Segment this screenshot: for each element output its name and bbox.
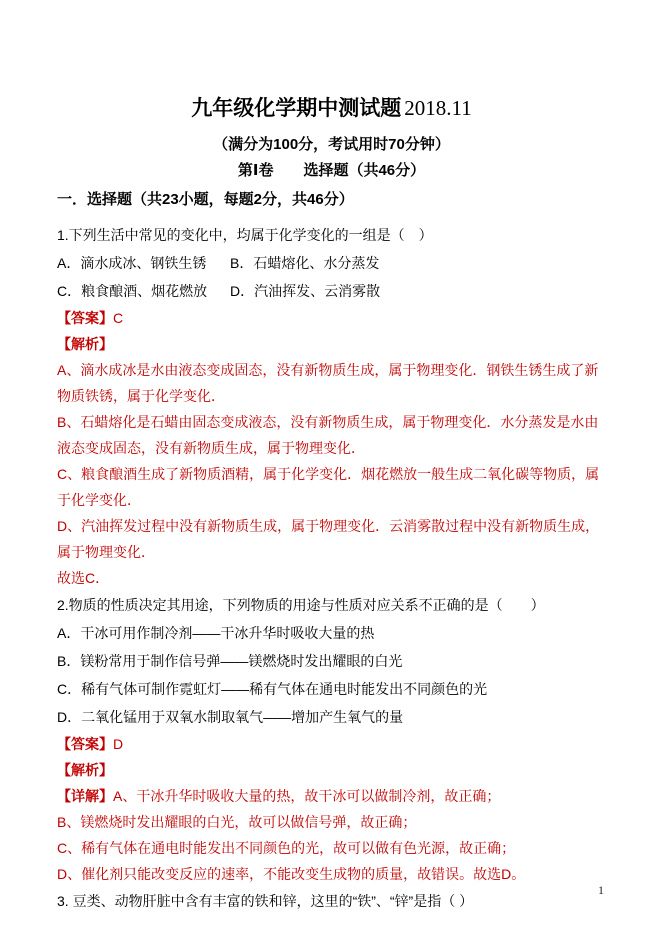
q2-detail-b: B、镁燃烧时发出耀眼的白光，故可以做信号弹，故正确； — [57, 814, 417, 830]
exam-title-text: 九年级化学期中测试题 — [191, 97, 402, 120]
exam-title-date: 2018.11 — [404, 96, 472, 120]
question-1 — [57, 221, 606, 591]
q2-stem: 2.物质的性质决定其用途，下列物质的用途与性质对应关系不正确的是（ ） — [57, 597, 545, 613]
page-number: 1 — [598, 883, 604, 897]
q1-option-b: B．石蜡熔化、水分蒸发 — [230, 255, 380, 271]
q1-answer-value: C — [113, 310, 124, 326]
q2-option-c: C．稀有气体可制作霓虹灯——稀有气体在通电时能发出不同颜色的光 — [57, 681, 488, 697]
exam-subtitle: （满分为100分，考试用时70分钟） — [213, 136, 450, 153]
q2-analysis-label: 【解析】 — [57, 762, 113, 778]
q1-analysis-d: D、汽油挥发过程中没有新物质生成，属于物理变化．云消雾散过程中没有新物质生成，属于物理变化． — [57, 518, 600, 560]
q2-detail-label: 【详解】 — [57, 788, 113, 804]
q2-answer-line — [57, 731, 606, 757]
q1-answer-line — [57, 305, 606, 331]
q2-option-b: B．镁粉常用于制作信号弹——镁燃烧时发出耀眼的白光 — [57, 653, 403, 669]
document-content — [57, 96, 606, 915]
q1-options-row-2 — [57, 277, 606, 305]
q2-detail-a: A、干冰升华时吸收大量的热，故干冰可以做制冷剂，故正确； — [113, 788, 501, 804]
q3-stem: 3. 豆类、动物肝脏中含有丰富的铁和锌，这里的“铁”、“锌”是指（ ） — [57, 893, 474, 909]
q2-option-a: A．干冰可用作制冷剂——干冰升华时吸收大量的热 — [57, 625, 375, 641]
q1-analysis-a: A、滴水成冰是水由液态变成固态，没有新物质生成，属于物理变化．钢铁生锈生成了新物质铁锈，属于化学变化． — [57, 362, 599, 404]
question-2 — [57, 591, 606, 887]
q1-analysis-label: 【解析】 — [57, 336, 113, 352]
q2-detail-d: D、催化剂只能改变反应的速率，不能改变生成物的质量，故错误。故选D。 — [57, 866, 526, 882]
q1-analysis-c: C、粮食酿酒生成了新物质酒精，属于化学变化．烟花燃放一般生成二氧化碳等物质，属于化学变化． — [57, 466, 600, 508]
q1-analysis-b: B、石蜡熔化是石蜡由固态变成液态，没有新物质生成，属于物理变化．水分蒸发是水由液态变成固态，没有新物质生成，属于物理变化． — [57, 414, 599, 456]
q1-options-row-1 — [57, 249, 606, 277]
question-3 — [57, 887, 606, 915]
section-title: 第Ⅰ卷 选择题（共46分） — [237, 162, 426, 179]
q1-option-d: D．汽油挥发、云消雾散 — [230, 283, 381, 299]
q2-detail-a-line — [57, 783, 606, 809]
q2-detail-c: C、稀有气体在通电时能发出不同颜色的光，故可以做有色光源，故正确； — [57, 840, 516, 856]
q2-answer-label: 【答案】 — [57, 736, 113, 752]
part-heading: 一．选择题（共23小题，每题2分，共46分） — [57, 191, 354, 208]
exam-title — [57, 96, 606, 121]
q1-option-a: A．滴水成冰、钢铁生锈 — [57, 255, 207, 271]
q2-answer-value: D — [113, 736, 124, 752]
q1-conclusion: 故选C． — [57, 570, 110, 586]
q1-option-c: C．粮食酿酒、烟花燃放 — [57, 283, 208, 299]
q1-stem: 1.下列生活中常见的变化中，均属于化学变化的一组是（ ） — [57, 227, 433, 243]
q1-answer-label: 【答案】 — [57, 310, 113, 326]
q2-option-d: D．二氧化锰用于双氧水制取氧气——增加产生氧气的量 — [57, 709, 404, 725]
